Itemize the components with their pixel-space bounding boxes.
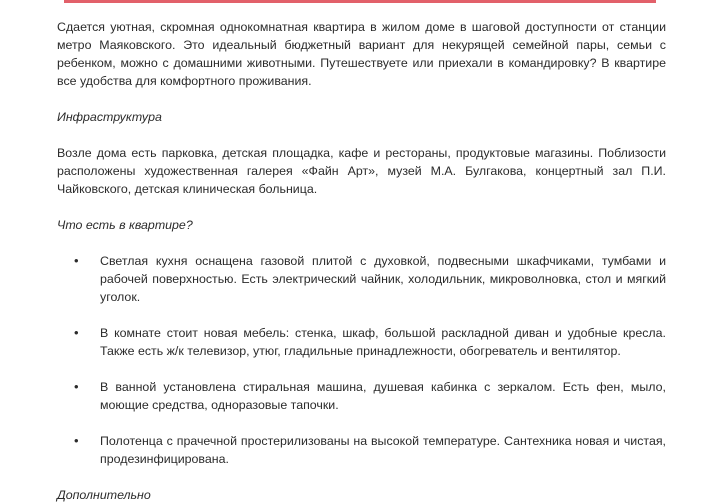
list-item xyxy=(57,432,666,468)
bullet-icon: • xyxy=(74,325,79,340)
list-item-text: В комнате стоит новая мебель: стенка, шкаф, большой раскладной диван и удобные кресла. Также есть ж/к телевизор, утюг, гладильные принадлежности, обогреватель и вентилятор. xyxy=(100,326,666,358)
list-item-text: Полотенца с прачечной простерилизованы на высокой температуре. Сантехника новая и чистая, продезинфицирована. xyxy=(100,434,666,466)
bullet-icon: • xyxy=(74,379,79,394)
infrastructure-paragraph: Возле дома есть парковка, детская площадка, кафе и рестораны, продуктовые магазины. Поблизости расположены художественная галерея «Файн Арт», музей М.А. Булгакова, концертный зал П.И. Чайковского, детская клиническая больница. xyxy=(57,146,666,196)
heading-apartment: Что есть в квартире? xyxy=(57,218,193,232)
bullet-icon: • xyxy=(74,433,79,448)
intro-paragraph: Сдается уютная, скромная однокомнатная квартира в жилом доме в шаговой доступности от станции метро Маяковского. Это идеальный бюджетный вариант для некурящей семейной пары, семьи с ребенком, можно с домашними животными. Путешествуете или приехали в командировку? В квартире все удобства для комфортного проживания. xyxy=(57,20,666,88)
list-item xyxy=(57,378,666,414)
list-item xyxy=(57,252,666,306)
list-item xyxy=(57,324,666,360)
amenities-list xyxy=(57,252,666,468)
heading-additional: Дополнительно xyxy=(57,488,151,502)
document-content xyxy=(57,18,666,504)
heading-infrastructure: Инфраструктура xyxy=(57,110,162,124)
top-red-rule xyxy=(64,0,656,3)
list-item-text: В ванной установлена стиральная машина, душевая кабинка с зеркалом. Есть фен, мыло, моющие средства, одноразовые тапочки. xyxy=(100,380,666,412)
bullet-icon: • xyxy=(74,253,79,268)
list-item-text: Светлая кухня оснащена газовой плитой с духовкой, подвесными шкафчиками, тумбами и рабочей поверхностью. Есть электрический чайник, холодильник, микроволновка, стол и мягкий уголок. xyxy=(100,254,666,304)
